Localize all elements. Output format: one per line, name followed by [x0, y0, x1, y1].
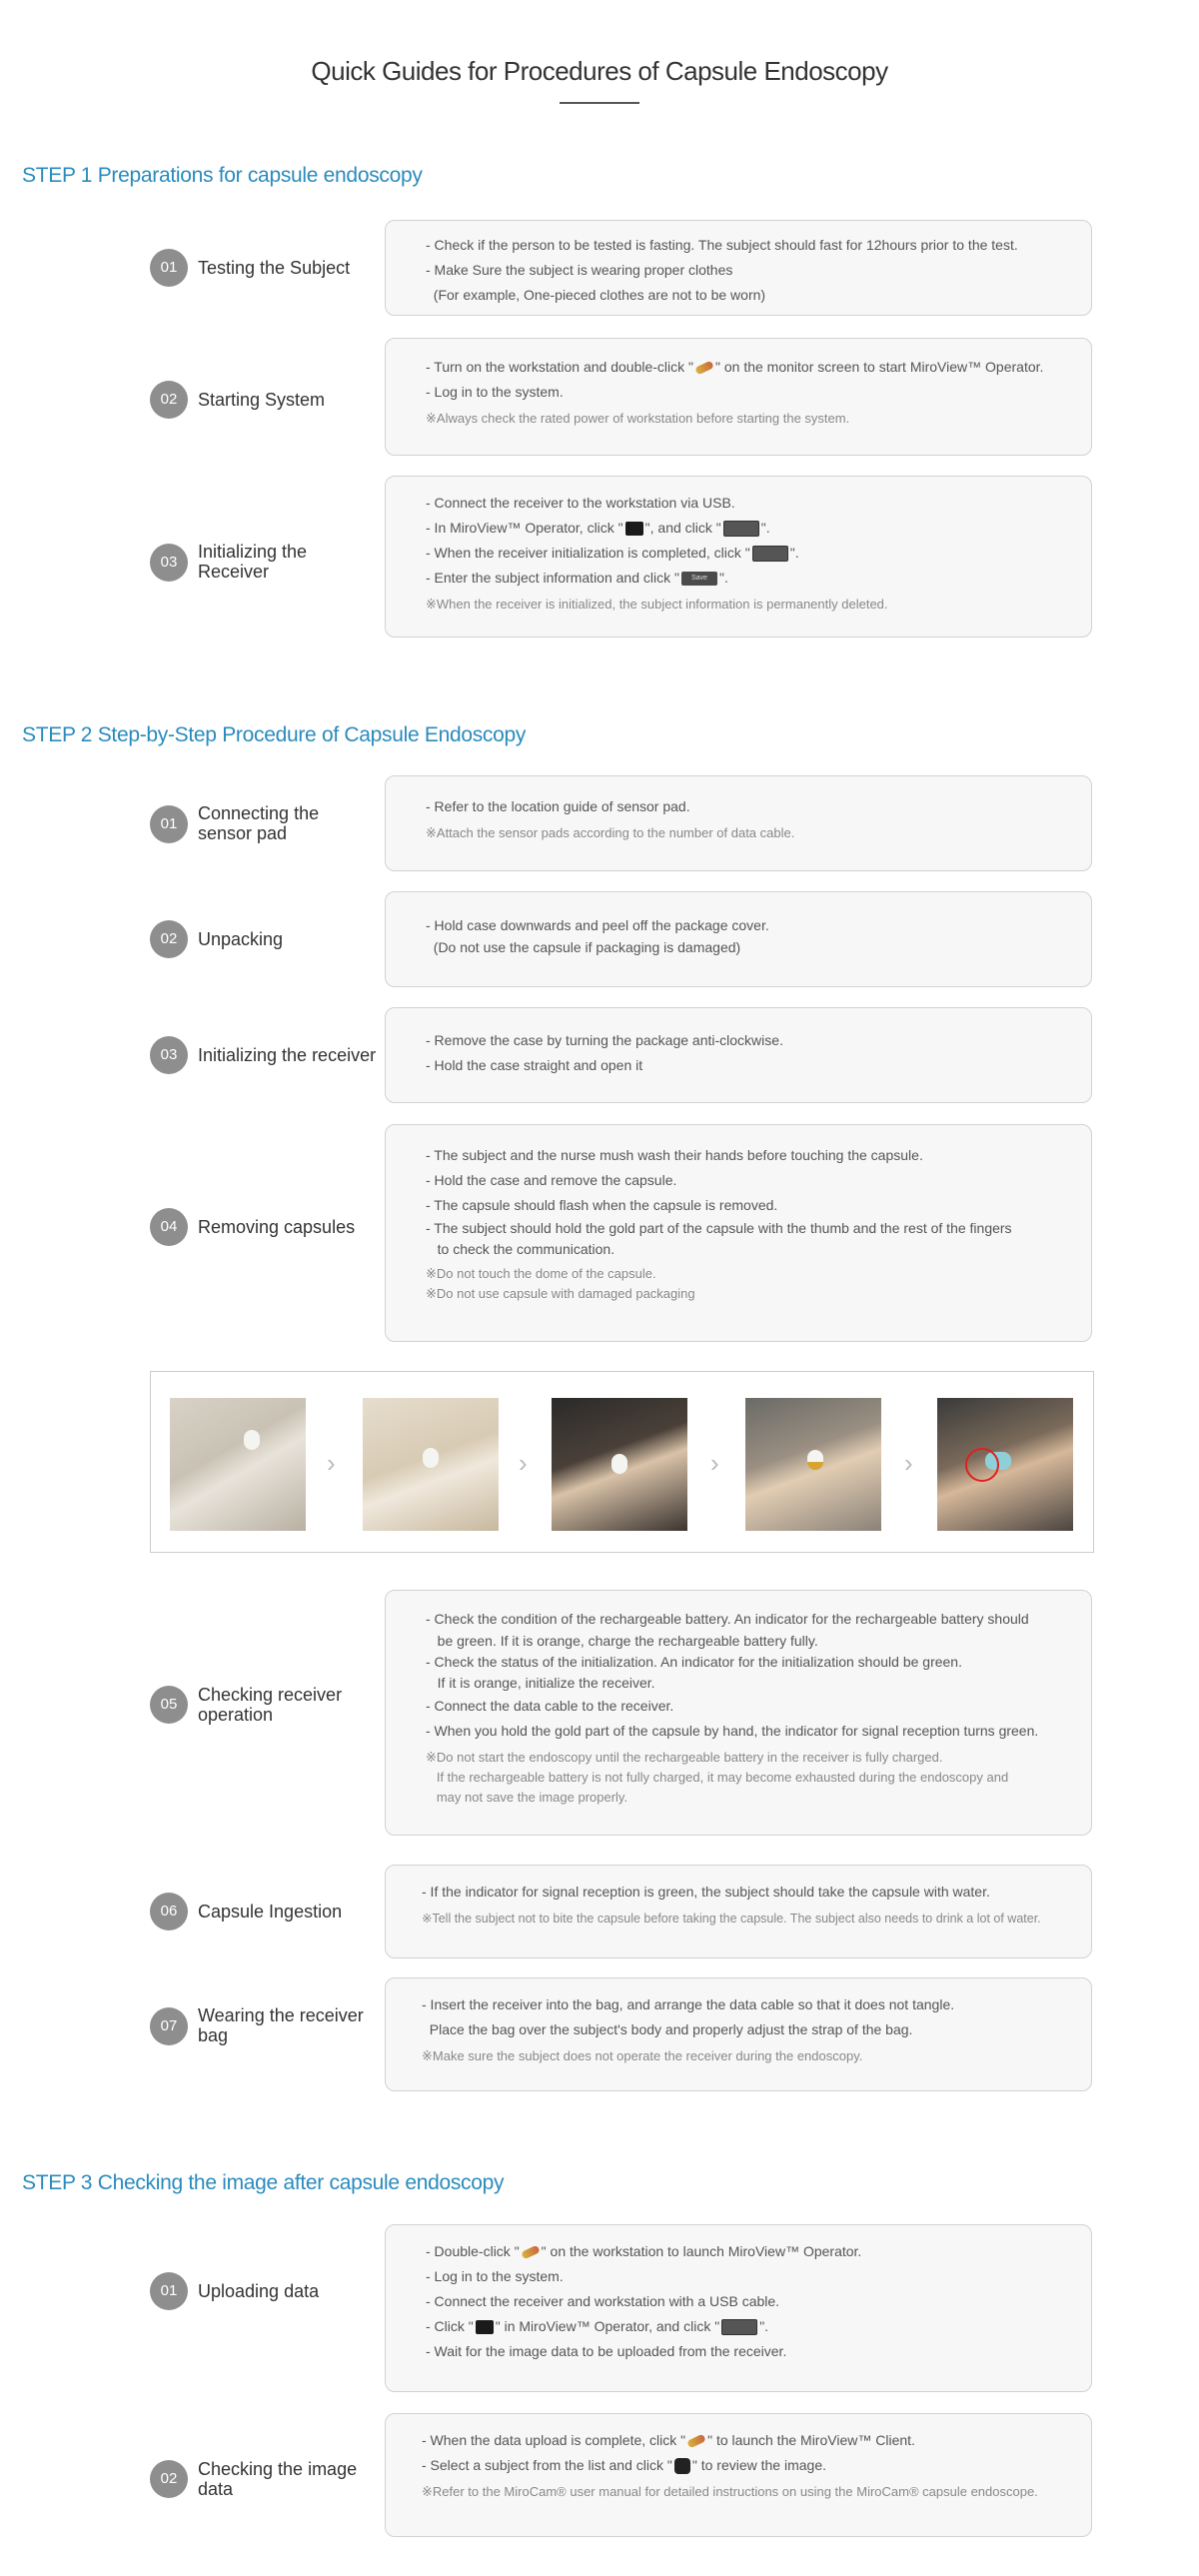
instruction-box [385, 891, 1092, 987]
instruction-line: - Turn on the workstation and double-click " " on the monitor screen to start MiroView™ Operator. [426, 359, 1044, 375]
photo-holding-gold-part [745, 1398, 881, 1531]
capsule-photo-strip [150, 1371, 1094, 1553]
instruction-box [385, 1007, 1092, 1103]
instruction-line: - Select a subject from the list and click " " to review the image. [422, 2457, 827, 2473]
instruction-box [385, 476, 1092, 638]
instruction-line: - Connect the receiver to the workstation via USB. [426, 495, 735, 511]
instruction-line: - Check the status of the initialization. An indicator for the initialization should be green. [426, 1654, 962, 1670]
instruction-line: (For example, One-pieced clothes are not to be worn) [426, 287, 766, 303]
confirm-button-icon [752, 546, 788, 562]
step-number: 01 [150, 249, 188, 287]
initialize-button-icon [723, 521, 759, 537]
instruction-box [385, 338, 1092, 456]
step-number: 01 [150, 2272, 188, 2310]
review-image-icon [674, 2458, 690, 2474]
instruction-line: - Click " " in MiroView™ Operator, and click " ". [426, 2318, 769, 2334]
instruction-line: - Remove the case by turning the package anti-clockwise. [426, 1032, 783, 1048]
step3-heading: STEP 3 Checking the image after capsule endoscopy [22, 2171, 505, 2194]
step2-heading: STEP 2 Step-by-Step Procedure of Capsule Endoscopy [22, 723, 527, 746]
instruction-box [385, 1977, 1092, 2091]
chevron-right-icon: › [519, 1448, 528, 1478]
instruction-line: - Hold the case and remove the capsule. [426, 1172, 677, 1188]
step-number: 05 [150, 1686, 188, 1724]
miroview-client-icon [686, 2434, 706, 2449]
photo-opening-case [170, 1398, 306, 1531]
instruction-note: ※Tell the subject not to bite the capsule before taking the capsule. The subject also needs to drink a lot of water. [422, 1912, 1041, 1926]
step-number: 01 [150, 805, 188, 843]
photo-removing-capsule [363, 1398, 499, 1531]
instruction-line: - Hold case downwards and peel off the package cover. [426, 917, 769, 933]
instruction-line: - Insert the receiver into the bag, and arrange the data cable so that it does not tangle. [422, 1996, 955, 2012]
instruction-line: - In MiroView™ Operator, click " ", and click " ". [426, 520, 770, 536]
save-button-icon: Save [681, 572, 717, 586]
instruction-line: - Check the condition of the rechargeable battery. An indicator for the rechargeable battery should [426, 1611, 1029, 1627]
instruction-note: ※When the receiver is initialized, the subject information is permanently deleted. [426, 597, 888, 612]
step-label: Testing the Subject [198, 258, 351, 278]
instruction-note: ※Always check the rated power of workstation before starting the system. [426, 411, 850, 426]
instruction-note: ※Attach the sensor pads according to the number of data cable. [426, 825, 795, 840]
step-label: Checking the image data [198, 2459, 358, 2499]
title-underline [560, 102, 639, 104]
step-number: 02 [150, 381, 188, 419]
instruction-line: - The capsule should flash when the capsule is removed. [426, 1197, 778, 1213]
receiver-icon [625, 522, 643, 536]
step-number: 07 [150, 2007, 188, 2045]
step-number: 02 [150, 2460, 188, 2498]
step-label: Wearing the receiver bag [198, 2005, 364, 2045]
instruction-line: - Double-click " " on the workstation to launch MiroView™ Operator. [426, 2243, 862, 2259]
step-label: Connecting the sensor pad [198, 803, 320, 843]
instruction-note: If the rechargeable battery is not fully charged, it may become exhausted during the endoscopy and [426, 1770, 1009, 1785]
instruction-note: ※Do not touch the dome of the capsule. [426, 1266, 656, 1281]
step-label: Initializing the Receiver [198, 542, 308, 582]
instruction-line: - If the indicator for signal reception is green, the subject should take the capsule with water. [422, 1884, 990, 1900]
chevron-right-icon: › [904, 1448, 913, 1478]
instruction-note: may not save the image properly. [426, 1790, 628, 1805]
instruction-box [385, 1124, 1092, 1342]
instruction-line: - When the data upload is complete, click " " to launch the MiroView™ Client. [422, 2432, 915, 2448]
instruction-line: - Make Sure the subject is wearing proper clothes [426, 262, 733, 278]
instruction-line: - Enter the subject information and click " Save ". [426, 570, 728, 586]
instruction-note: ※Do not start the endoscopy until the rechargeable battery in the receiver is fully charged. [426, 1750, 943, 1765]
instruction-box [385, 2413, 1092, 2537]
photo-communication-check [937, 1398, 1073, 1531]
step1-heading: STEP 1 Preparations for capsule endoscopy [22, 164, 423, 187]
instruction-line: - Refer to the location guide of sensor pad. [426, 798, 690, 814]
step-label: Initializing the receiver [198, 1045, 377, 1065]
step-number: 03 [150, 1036, 188, 1074]
instruction-line: - When the receiver initialization is completed, click " ". [426, 545, 799, 561]
receiver-icon [476, 2320, 494, 2334]
instruction-box [385, 2224, 1092, 2392]
step-label: Capsule Ingestion [198, 1902, 343, 1922]
instruction-line: - Connect the receiver and workstation with a USB cable. [426, 2293, 780, 2309]
instruction-line: - The subject and the nurse mush wash their hands before touching the capsule. [426, 1147, 923, 1163]
instruction-line: - Connect the data cable to the receiver. [426, 1698, 674, 1714]
photo-capsule-flash [552, 1398, 687, 1531]
instruction-line: - The subject should hold the gold part of the capsule with the thumb and the rest of the fingers [426, 1220, 1012, 1236]
instruction-line: Place the bag over the subject's body and properly adjust the strap of the bag. [422, 2021, 913, 2037]
page-title: Quick Guides for Procedures of Capsule Endoscopy [311, 56, 888, 86]
step-number: 03 [150, 544, 188, 582]
instruction-line: - Log in to the system. [426, 2268, 564, 2284]
miroview-operator-icon [521, 2245, 541, 2260]
miroview-operator-icon [694, 361, 714, 376]
step-number: 06 [150, 1893, 188, 1931]
instruction-line: - Log in to the system. [426, 384, 564, 400]
step-label: Starting System [198, 390, 326, 410]
instruction-line: - Wait for the image data to be uploaded from the receiver. [426, 2343, 787, 2359]
step-label: Uploading data [198, 2281, 320, 2301]
instruction-note: ※Refer to the MiroCam® user manual for detailed instructions on using the MiroCam® capsule endoscope. [422, 2484, 1038, 2499]
instruction-box [385, 775, 1092, 871]
instruction-line: - Hold the case straight and open it [426, 1057, 643, 1073]
instruction-box [385, 220, 1092, 316]
instruction-line: - Check if the person to be tested is fasting. The subject should fast for 12hours prior to the test. [426, 237, 1018, 253]
chevron-right-icon: › [327, 1448, 336, 1478]
step-label: Checking receiver operation [198, 1685, 343, 1725]
step-number: 04 [150, 1208, 188, 1246]
instruction-line: If it is orange, initialize the receiver. [426, 1675, 655, 1691]
instruction-line: be green. If it is orange, charge the rechargeable battery fully. [426, 1633, 818, 1649]
step-label: Unpacking [198, 929, 284, 949]
instruction-line: to check the communication. [426, 1241, 615, 1257]
step-number: 02 [150, 920, 188, 958]
instruction-line: (Do not use the capsule if packaging is damaged) [426, 939, 741, 955]
instruction-line: - When you hold the gold part of the capsule by hand, the indicator for signal reception turns green. [426, 1723, 1039, 1739]
step-label: Removing capsules [198, 1217, 356, 1237]
instruction-note: ※Make sure the subject does not operate the receiver during the endoscopy. [422, 2048, 863, 2063]
instruction-note: ※Do not use capsule with damaged packaging [426, 1286, 695, 1301]
instruction-box [385, 1590, 1092, 1836]
instruction-box [385, 1865, 1092, 1958]
chevron-right-icon: › [710, 1448, 719, 1478]
upload-button-icon [721, 2319, 757, 2335]
